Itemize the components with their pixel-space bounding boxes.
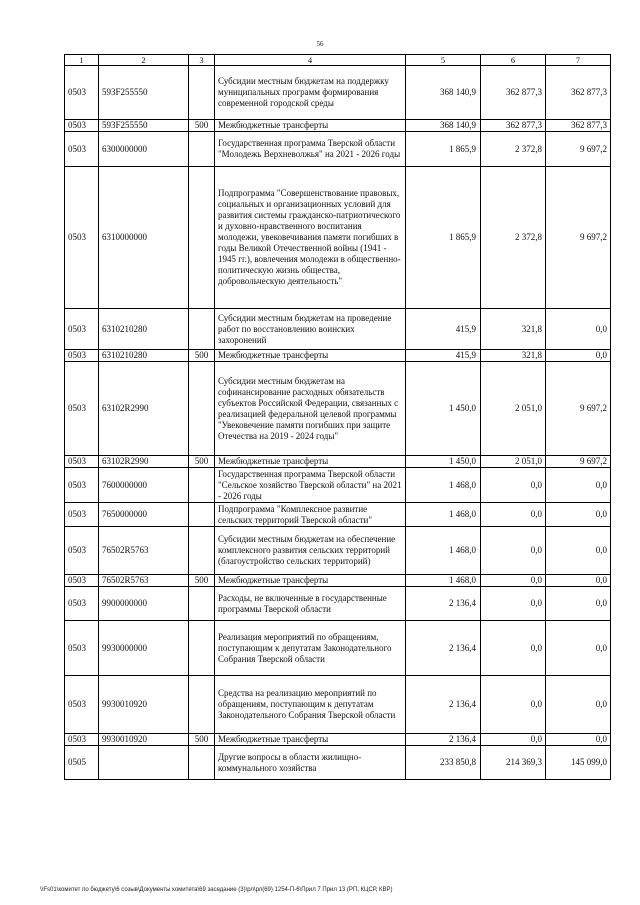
amount-year2-cell: 0,0 [481, 468, 546, 503]
amount-year1-cell: 415,9 [406, 309, 481, 350]
item-name-cell: Межбюджетные трансферты [215, 350, 406, 362]
expense-type-cell [189, 587, 215, 621]
target-code-cell: 7600000000 [99, 468, 189, 503]
table-row [65, 746, 611, 780]
amount-year3-cell: 0,0 [546, 587, 611, 621]
header-cell-6: 6 [481, 55, 546, 66]
target-code-cell: 9930000000 [99, 621, 189, 676]
amount-year1-cell: 1 468,0 [406, 575, 481, 587]
target-code-cell: 6300000000 [99, 132, 189, 167]
item-name-cell: Межбюджетные трансферты [215, 120, 406, 132]
amount-year2-cell: 0,0 [481, 621, 546, 676]
target-code-cell: 593F255550 [99, 120, 189, 132]
target-code-cell: 9930010920 [99, 676, 189, 734]
expense-type-cell: 500 [189, 734, 215, 746]
target-code-cell: 9930010920 [99, 734, 189, 746]
item-name-cell: Межбюджетные трансферты [215, 456, 406, 468]
header-cell-7: 7 [546, 55, 611, 66]
item-name-cell: Субсидии местным бюджетам на софинансирование расходных обязательств субъектов Российской Федерации, связанных с реализацией федеральной целевой программы "Увековечение памяти погибших при защите Отечества на 2019 - 2024 годы" [215, 362, 406, 456]
amount-year2-cell: 2 372,8 [481, 132, 546, 167]
table-header-row [65, 55, 611, 66]
amount-year1-cell: 1 450,0 [406, 456, 481, 468]
amount-year1-cell: 368 140,9 [406, 66, 481, 120]
amount-year3-cell: 0,0 [546, 309, 611, 350]
target-code-cell: 6310210280 [99, 350, 189, 362]
section-cell: 0503 [65, 167, 99, 309]
amount-year2-cell: 321,8 [481, 350, 546, 362]
amount-year2-cell: 214 369,3 [481, 746, 546, 780]
target-code-cell: 593F255550 [99, 66, 189, 120]
table-row [65, 309, 611, 350]
table-row [65, 132, 611, 167]
section-cell: 0503 [65, 575, 99, 587]
target-code-cell: 76502R5763 [99, 575, 189, 587]
target-code-cell: 9900000000 [99, 587, 189, 621]
target-code-cell: 63102R2990 [99, 456, 189, 468]
section-cell: 0503 [65, 621, 99, 676]
header-cell-1: 1 [65, 55, 99, 66]
amount-year3-cell: 9 697,2 [546, 132, 611, 167]
table-row [65, 120, 611, 132]
amount-year1-cell: 1 468,0 [406, 468, 481, 503]
amount-year2-cell: 0,0 [481, 734, 546, 746]
item-name-cell: Государственная программа Тверской области "Молодежь Верхневолжья" на 2021 - 2026 годы [215, 132, 406, 167]
expense-type-cell [189, 132, 215, 167]
table-row [65, 527, 611, 575]
target-code-cell: 6310000000 [99, 167, 189, 309]
amount-year2-cell: 0,0 [481, 676, 546, 734]
table-row [65, 456, 611, 468]
expense-type-cell [189, 527, 215, 575]
amount-year2-cell: 2 051,0 [481, 362, 546, 456]
item-name-cell: Субсидии местным бюджетам на проведение работ по восстановлению воинских захоронений [215, 309, 406, 350]
section-cell: 0503 [65, 587, 99, 621]
item-name-cell: Расходы, не включенные в государственные программы Тверской области [215, 587, 406, 621]
section-cell: 0503 [65, 676, 99, 734]
amount-year1-cell: 1 468,0 [406, 503, 481, 527]
expense-type-cell [189, 621, 215, 676]
expense-type-cell [189, 746, 215, 780]
amount-year1-cell: 1 865,9 [406, 167, 481, 309]
item-name-cell: Субсидии местным бюджетам на поддержку муниципальных программ формирования современной городской среды [215, 66, 406, 120]
amount-year3-cell: 0,0 [546, 734, 611, 746]
table-row [65, 167, 611, 309]
section-cell: 0503 [65, 362, 99, 456]
expense-type-cell [189, 468, 215, 503]
amount-year3-cell: 145 099,0 [546, 746, 611, 780]
expense-type-cell [189, 167, 215, 309]
amount-year3-cell: 0,0 [546, 350, 611, 362]
section-cell: 0503 [65, 120, 99, 132]
target-code-cell [99, 746, 189, 780]
amount-year3-cell: 0,0 [546, 503, 611, 527]
amount-year3-cell: 9 697,2 [546, 362, 611, 456]
expense-type-cell: 500 [189, 350, 215, 362]
amount-year1-cell: 1 468,0 [406, 527, 481, 575]
amount-year2-cell: 0,0 [481, 587, 546, 621]
section-cell: 0503 [65, 350, 99, 362]
section-cell: 0503 [65, 66, 99, 120]
amount-year3-cell: 9 697,2 [546, 167, 611, 309]
section-cell: 0503 [65, 309, 99, 350]
amount-year3-cell: 0,0 [546, 575, 611, 587]
amount-year2-cell: 2 372,8 [481, 167, 546, 309]
amount-year2-cell: 362 877,3 [481, 120, 546, 132]
amount-year2-cell: 362 877,3 [481, 66, 546, 120]
expense-type-cell [189, 66, 215, 120]
table-row [65, 503, 611, 527]
table-row [65, 676, 611, 734]
section-cell: 0503 [65, 527, 99, 575]
amount-year3-cell: 0,0 [546, 676, 611, 734]
file-path-footer: \\Fs01\комитет по бюджету\6 созыв\Документы комитета\69 заседание (3)\рл\рл(69) 1254-П-6\Прил 7 Прил 13 (РП, КЦСР, КВР) [40, 887, 393, 893]
amount-year1-cell: 2 136,4 [406, 734, 481, 746]
budget-table [64, 54, 611, 780]
expense-type-cell: 500 [189, 456, 215, 468]
header-cell-5: 5 [406, 55, 481, 66]
item-name-cell: Средства на реализацию мероприятий по обращениям, поступающим к депутатам Законодательного Собрания Тверской области [215, 676, 406, 734]
item-name-cell: Межбюджетные трансферты [215, 575, 406, 587]
amount-year1-cell: 368 140,9 [406, 120, 481, 132]
target-code-cell: 6310210280 [99, 309, 189, 350]
table-row [65, 468, 611, 503]
section-cell: 0503 [65, 132, 99, 167]
item-name-cell: Реализация мероприятий по обращениям, поступающим к депутатам Законодательного Собрания Тверской области [215, 621, 406, 676]
expense-type-cell [189, 362, 215, 456]
target-code-cell: 7650000000 [99, 503, 189, 527]
section-cell: 0505 [65, 746, 99, 780]
table-row [65, 734, 611, 746]
header-cell-3: 3 [189, 55, 215, 66]
amount-year2-cell: 321,8 [481, 309, 546, 350]
target-code-cell: 63102R2990 [99, 362, 189, 456]
amount-year1-cell: 2 136,4 [406, 587, 481, 621]
expense-type-cell [189, 503, 215, 527]
expense-type-cell [189, 676, 215, 734]
table-row [65, 66, 611, 120]
amount-year1-cell: 2 136,4 [406, 621, 481, 676]
amount-year1-cell: 1 865,9 [406, 132, 481, 167]
table-row [65, 575, 611, 587]
amount-year2-cell: 0,0 [481, 503, 546, 527]
amount-year1-cell: 2 136,4 [406, 676, 481, 734]
amount-year3-cell: 0,0 [546, 468, 611, 503]
item-name-cell: Межбюджетные трансферты [215, 734, 406, 746]
expense-type-cell: 500 [189, 120, 215, 132]
table-row [65, 350, 611, 362]
amount-year3-cell: 362 877,3 [546, 66, 611, 120]
item-name-cell: Подпрограмма "Комплексное развитие сельских территорий Тверской области" [215, 503, 406, 527]
section-cell: 0503 [65, 503, 99, 527]
header-cell-4: 4 [215, 55, 406, 66]
amount-year2-cell: 0,0 [481, 575, 546, 587]
amount-year2-cell: 0,0 [481, 527, 546, 575]
page-number: 56 [316, 40, 324, 48]
amount-year1-cell: 415,9 [406, 350, 481, 362]
expense-type-cell [189, 309, 215, 350]
item-name-cell: Государственная программа Тверской области "Сельское хозяйство Тверской области" на 2021 - 2026 годы [215, 468, 406, 503]
amount-year3-cell: 0,0 [546, 527, 611, 575]
section-cell: 0503 [65, 734, 99, 746]
table-row [65, 621, 611, 676]
amount-year1-cell: 1 450,0 [406, 362, 481, 456]
item-name-cell: Субсидии местным бюджетам на обеспечение комплексного развития сельских территорий (благоустройство сельских территорий) [215, 527, 406, 575]
amount-year3-cell: 9 697,2 [546, 456, 611, 468]
section-cell: 0503 [65, 456, 99, 468]
item-name-cell: Другие вопросы в области жилищно-коммунального хозяйства [215, 746, 406, 780]
item-name-cell: Подпрограмма "Совершенствование правовых, социальных и организационных условий для развития системы гражданско-патриотического и духовно-нравственного воспитания молодежи, увековечивания памяти погибших в годы Великой Отечественной войны (1941 - 1945 гг.), вовлечения молодежи в общественно-политическую жизнь общества, добровольческую деятельность" [215, 167, 406, 309]
amount-year3-cell: 362 877,3 [546, 120, 611, 132]
expense-type-cell: 500 [189, 575, 215, 587]
header-cell-2: 2 [99, 55, 189, 66]
table-row [65, 587, 611, 621]
target-code-cell: 76502R5763 [99, 527, 189, 575]
amount-year3-cell: 0,0 [546, 621, 611, 676]
amount-year2-cell: 2 051,0 [481, 456, 546, 468]
amount-year1-cell: 233 850,8 [406, 746, 481, 780]
table-row [65, 362, 611, 456]
section-cell: 0503 [65, 468, 99, 503]
